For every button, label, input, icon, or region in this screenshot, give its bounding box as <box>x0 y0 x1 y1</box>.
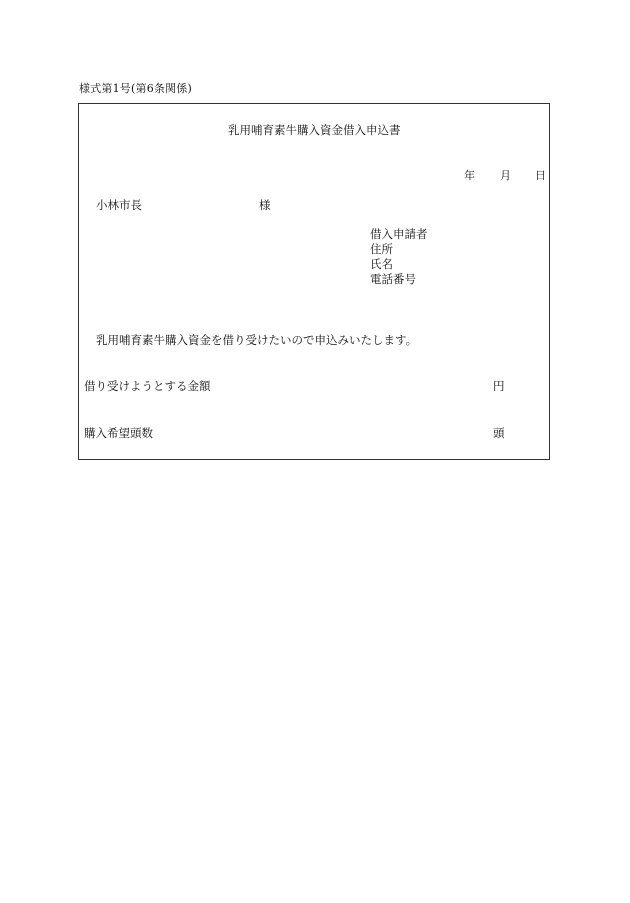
applicant-block <box>370 227 428 287</box>
addressee-honorific: 様 <box>259 198 271 212</box>
applicant-address-label: 住所 <box>370 242 393 256</box>
purchase-heads-unit: 頭 <box>493 426 505 440</box>
purchase-heads-label: 購入希望頭数 <box>84 426 153 440</box>
date-year-label: 年 <box>464 169 475 182</box>
loan-amount-unit: 円 <box>493 379 505 393</box>
applicant-phone-label: 電話番号 <box>370 272 416 286</box>
applicant-name-label: 氏名 <box>370 257 393 271</box>
form-frame <box>78 103 550 460</box>
loan-amount-label: 借り受けようとする金額 <box>84 379 211 393</box>
form-number: 様式第1号(第6条関係) <box>79 82 192 95</box>
addressee-name: 小林市長 <box>96 198 142 212</box>
application-statement: 乳用哺育素牛購入資金を借り受けたいので申込みいたします。 <box>96 333 418 347</box>
date-month-label: 月 <box>500 169 511 182</box>
date-day-label: 日 <box>535 169 546 182</box>
applicant-heading: 借入申請者 <box>370 227 428 241</box>
form-title: 乳用哺育素牛購入資金借入申込書 <box>228 123 401 137</box>
